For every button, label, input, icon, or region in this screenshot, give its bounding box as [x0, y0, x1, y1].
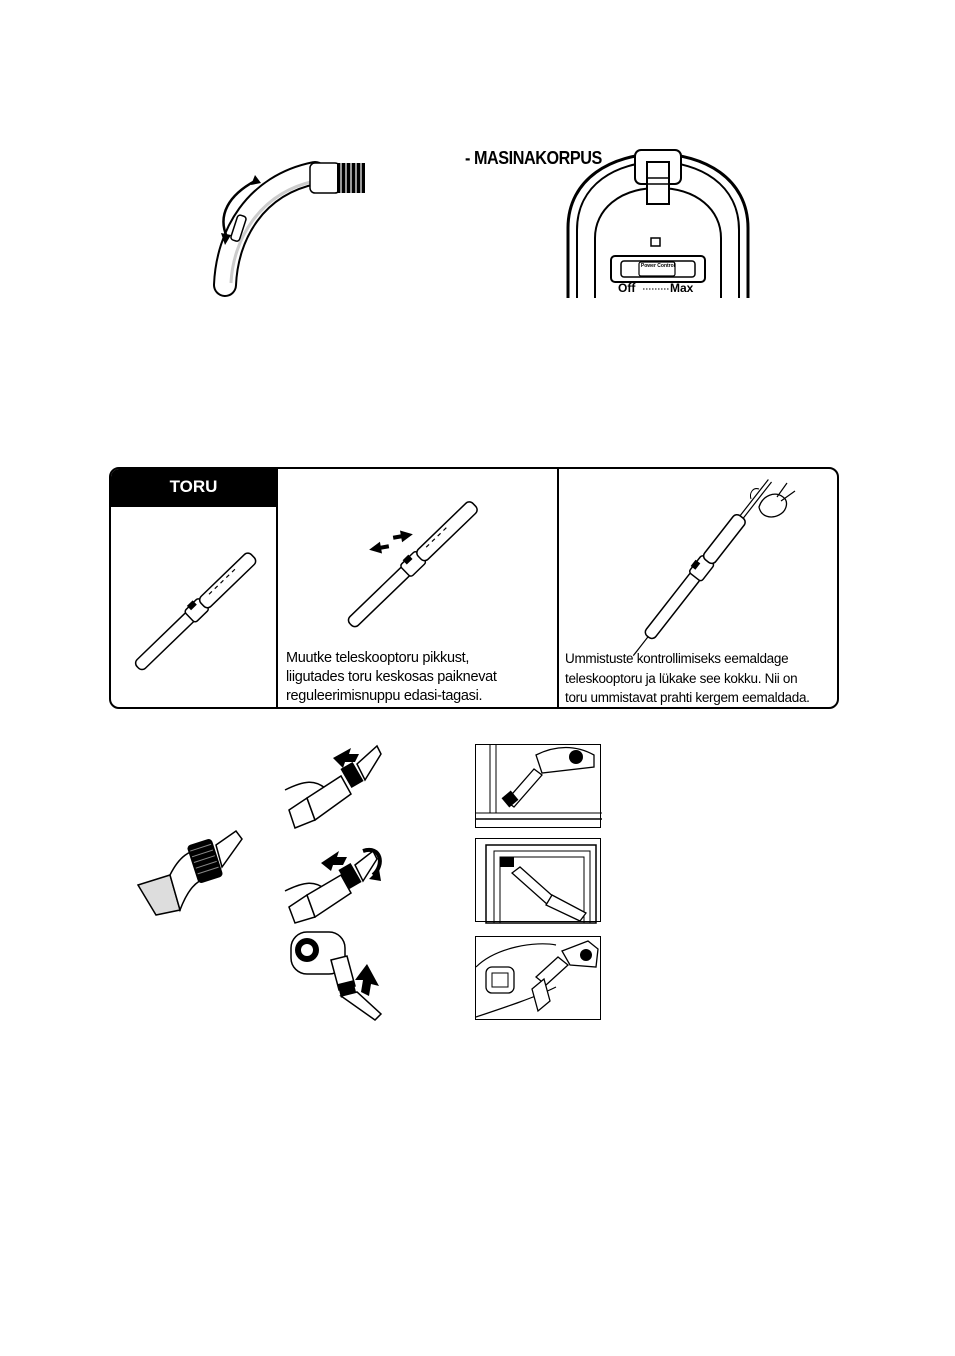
attach-step-2-illustration	[285, 835, 385, 925]
caption-blockage-line-1: Ummistuste kontrollimiseks eemaldage	[565, 651, 789, 666]
window-cleaning-illustration	[476, 745, 602, 829]
crevice-tool-illustration	[130, 815, 250, 925]
hose-handle-illustration	[215, 155, 385, 295]
upholstery-cleaning-illustration	[476, 937, 602, 1021]
caption-remove-blockage	[565, 649, 810, 708]
toru-title: TORU	[111, 469, 276, 506]
attach-step-1-illustration	[285, 740, 385, 832]
pipe-adjust-illustration	[331, 494, 491, 634]
toru-panel	[109, 467, 839, 709]
power-control-label: Power Control	[640, 263, 676, 269]
machine-body-illustration	[563, 148, 753, 300]
door-cleaning-illustration	[476, 839, 602, 923]
pipe-collapse-illustration	[591, 479, 821, 649]
panel-divider-1	[276, 469, 278, 707]
caption-adjust-line-2: liigutades toru keskosas paiknevat	[286, 669, 497, 685]
caption-adjust-line-3: reguleerimisnuppu edasi-tagasi.	[286, 688, 483, 704]
caption-blockage-line-3: toru ummistavat prahti kergem eemaldada.	[565, 690, 810, 705]
toru-title-rule	[111, 505, 276, 507]
usage-sofa-frame	[475, 936, 601, 1020]
telescopic-pipe-illustration	[121, 541, 271, 681]
caption-adjust-length	[286, 649, 497, 706]
attach-step-3-illustration	[285, 930, 385, 1022]
usage-door-frame	[475, 838, 601, 922]
panel-divider-2	[557, 469, 559, 707]
max-label: Max	[670, 281, 694, 295]
section-heading-machine-body: - MASINAKORPUS	[465, 148, 602, 168]
usage-window-frame	[475, 744, 601, 828]
caption-adjust-line-1: Muutke teleskooptoru pikkust,	[286, 650, 470, 666]
off-label: Off	[618, 281, 636, 295]
caption-blockage-line-2: teleskooptoru ja lükake see kokku. Nii on	[565, 670, 798, 686]
